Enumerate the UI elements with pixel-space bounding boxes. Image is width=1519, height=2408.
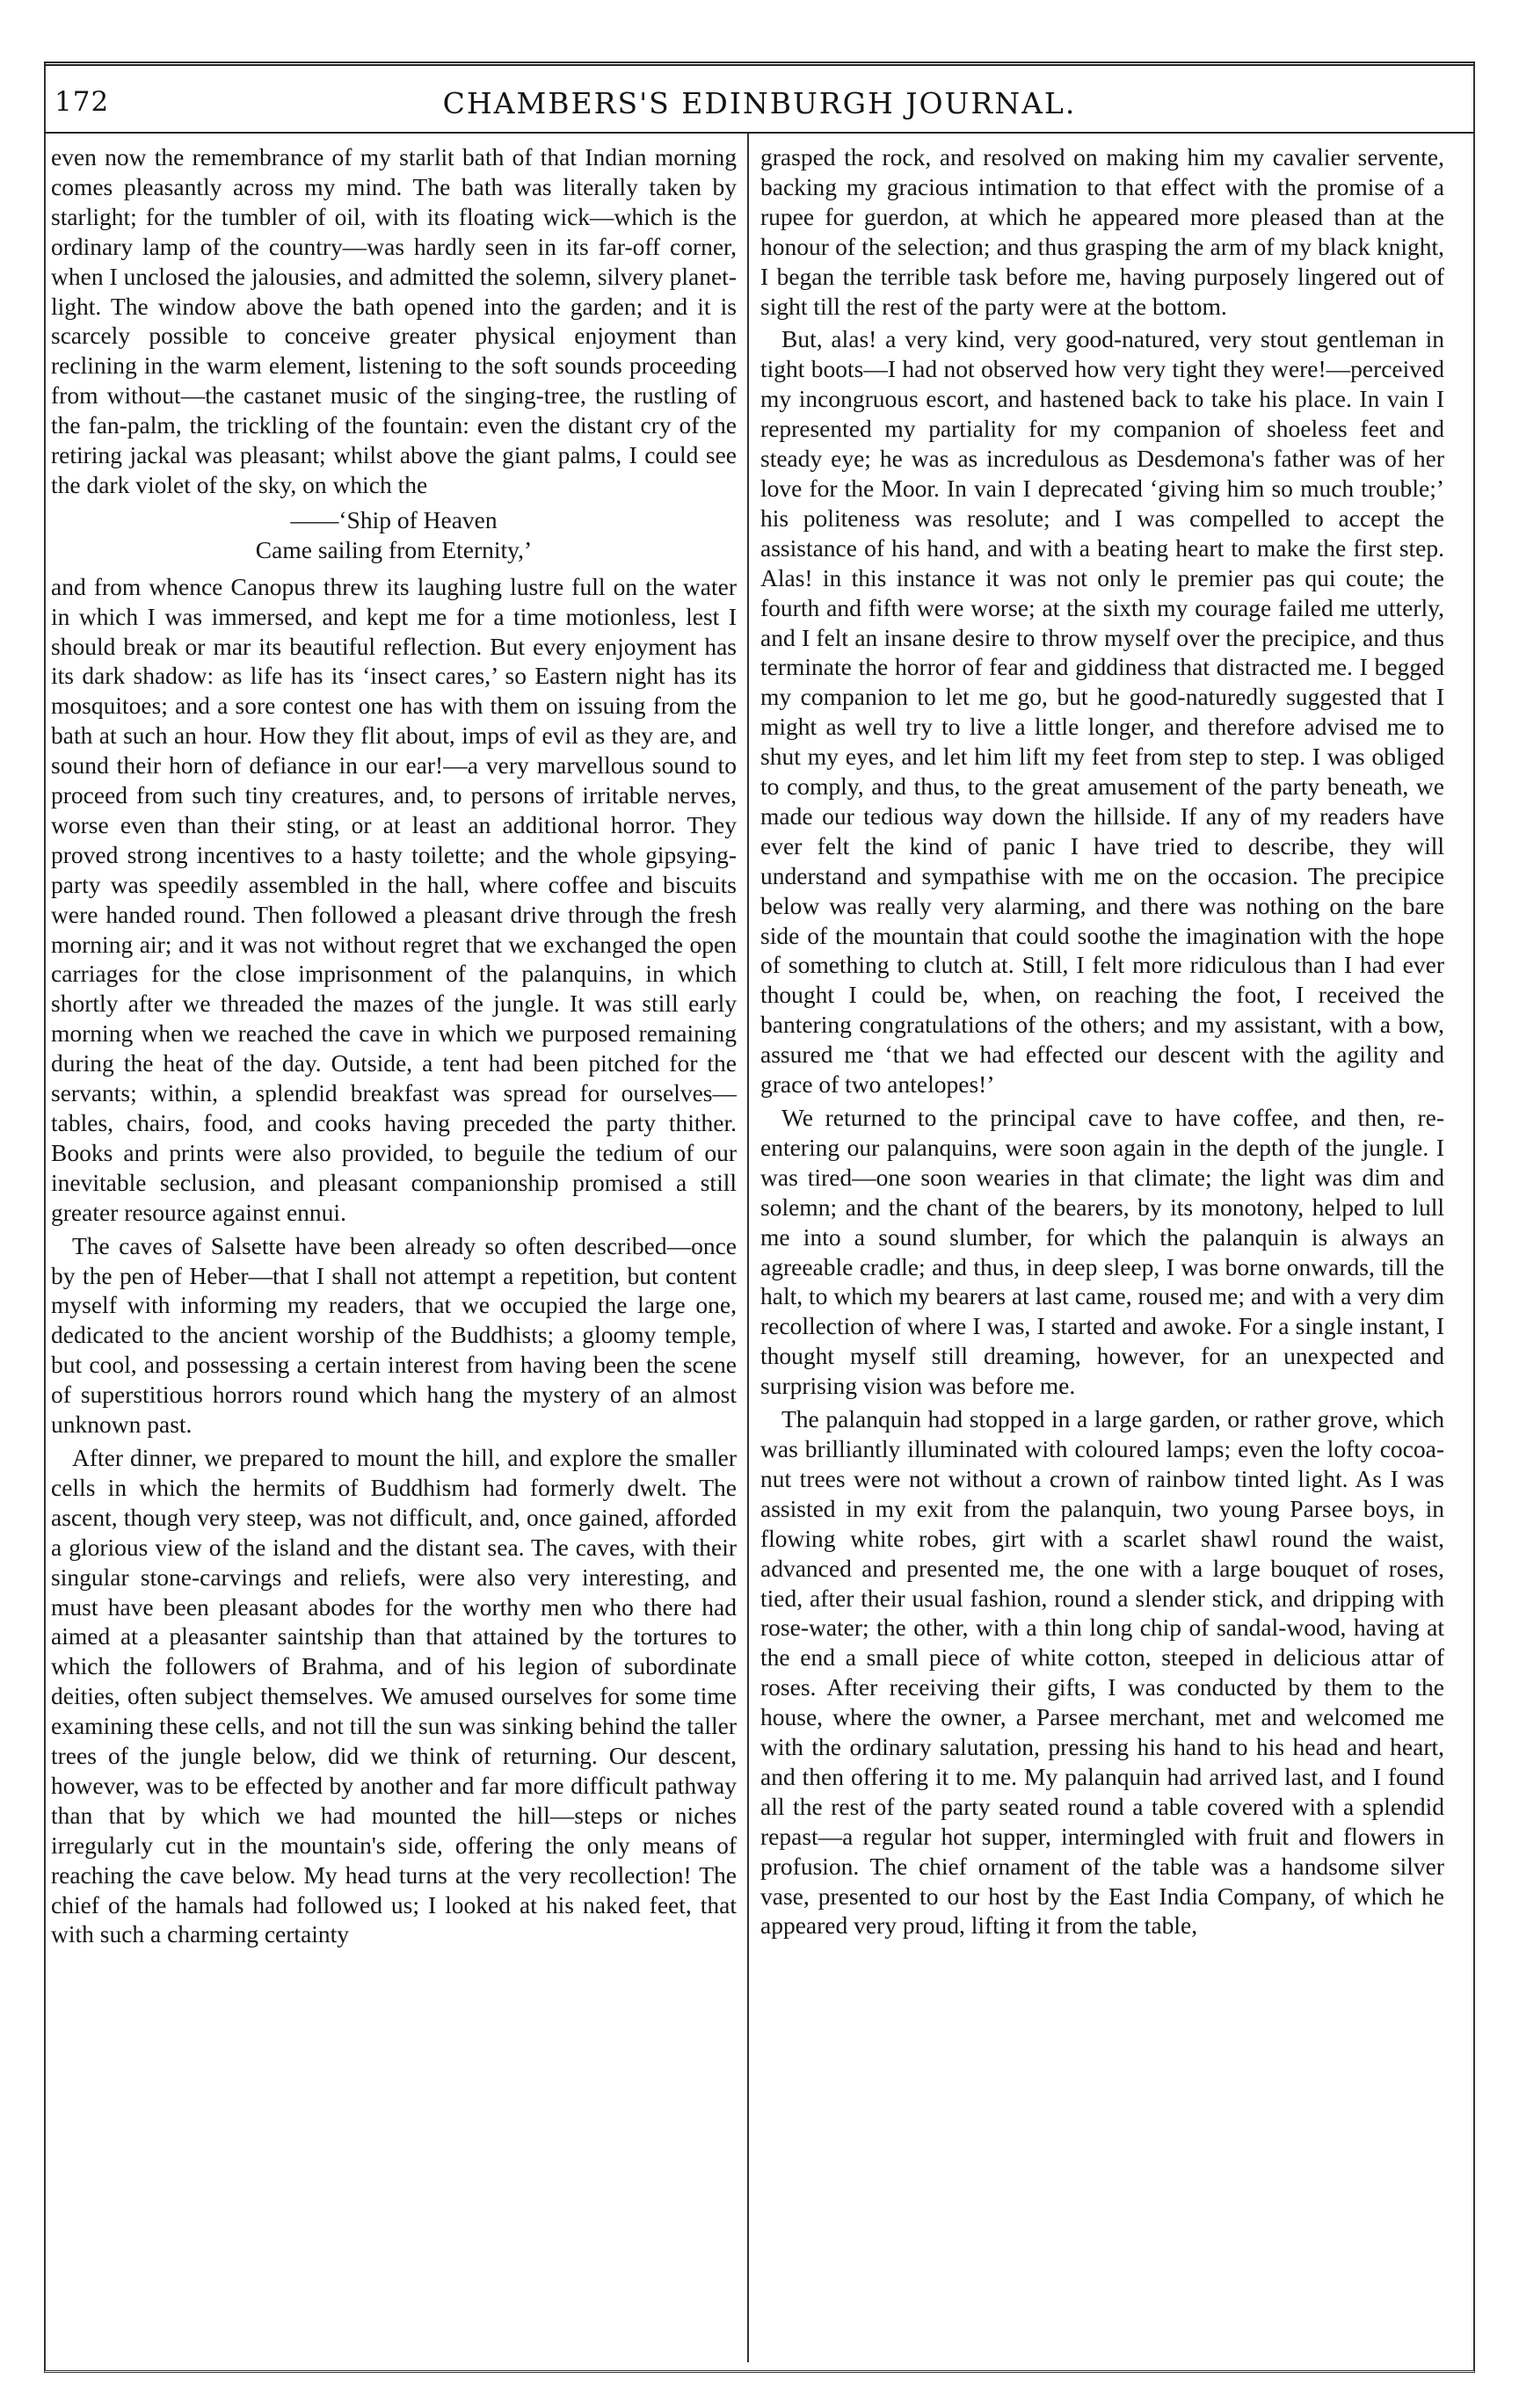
top-rule	[44, 62, 1475, 66]
left-column	[51, 142, 737, 2362]
verse-line-2: Came sailing from Eternity,’	[255, 535, 533, 563]
page-number: 172	[55, 86, 110, 118]
left-paragraph-2: and from whence Canopus threw its laughing lustre full on the water in which I was immersed, and kept me for a time motionless, lest I should break or mar its beautiful reflection. But every enjoyment has its dark shadow: as life has its ‘insect cares,’ so Eastern night has its mosquitoes; and a sore contest one has with them on issuing from the bath at such an hour. How they flit about, imps of evil as they are, and sound their horn of defiance in our ear!—a very marvellous sound to proceed from such tiny creatures, and, to persons of irritable nerves, worse even than their sting, or at least an additional horror. They proved strong incentives to a hasty toilette; and the whole gipsying-party was speedily assembled in the hall, where coffee and biscuits were handed round. Then followed a pleasant drive through the fresh morning air; and it was not without regret that we exchanged the open carriages for the close imprisonment of the palanquins, in which shortly after we threaded the mazes of the jungle. It was still early morning when we reached the cave in which we purposed remaining during the heat of the day. Outside, a tent had been pitched for the servants; within, a splendid breakfast was spread for ourselves—tables, chairs, food, and cooks having preceded the party thither. Books and prints were also provided, to beguile the tedium of our inevitable seclusion, and pleasant companionship promised a still greater resource against ennui.	[51, 572, 737, 1226]
header-rule	[44, 132, 1475, 134]
right-paragraph-2: But, alas! a very kind, very good-natured, very stout gentleman in tight boots—I had not observed how very tight they were!—perceived my incongruous escort, and hastened back to take his place. In vain I represented my partiality for my companion of shoeless feet and steady eye; he was as incredulous as Desdemona's father was of her love for the Moor. In vain I deprecated ‘giving him so much trouble;’ his politeness was resolute; and I was compelled to accept the assistance of his hand, and with a beating heart to make the first step. Alas! in this instance it was not only le premier pas qui coute; the fourth and fifth were worse; at the sixth my courage failed me utterly, and I felt an insane desire to throw myself over the precipice, and thus terminate the horror of fear and giddiness that distracted me. I begged my companion to let me go, but he good-naturedly suggested that I might as well try to live a little longer, and therefore advised me to shut my eyes, and let him lift my feet from step to step. I was obliged to comply, and thus, to the great amusement of the party beneath, we made our tedious way down the hillside. If any of my readers have ever felt the kind of panic I have tried to describe, they will understand and sympathise with me on the occasion. The precipice below was really very alarming, and there was nothing on the bare side of the mountain that could soothe the imagination with the hope of something to clutch at. Still, I felt more ridiculous than I had ever thought I could be, when, on reaching the foot, I received the bantering congratulations of the others; and my assistant, with a bow, assured me ‘that we had effected our descent with the agility and grace of two antelopes!’	[760, 325, 1444, 1099]
right-paragraph-3: We returned to the principal cave to have coffee, and then, re-entering our palanquins, were soon again in the depth of the jungle. I was tired—one soon wearies in that climate; the light was dim and solemn; and the chant of the bearers, by its monotony, helped to lull me into a sound slumber, for which the palanquin is always an agreeable cradle; and thus, in deep sleep, I was borne onwards, till the halt, to which my bearers at last came, roused me; and with a very dim recollection of where I was, I started and awoke. For a single instant, I thought myself still dreaming, however, for an unexpected and surprising vision was before me.	[760, 1104, 1444, 1400]
page-header	[44, 81, 1475, 134]
left-paragraph-4: After dinner, we prepared to mount the hill, and explore the smaller cells in which the hermits of Buddhism had formerly dwelt. The ascent, though very steep, was not difficult, and, once gained, afforded a glorious view of the island and the distant sea. The caves, with their singular stone-carvings and reliefs, were also very interesting, and must have been pleasant abodes for the worthy men who there had aimed at a pleasanter saintship than that attained by the tortures to which the followers of Brahma, and of his legion of subordinate deities, often subject themselves. We amused ourselves for some time examining these cells, and not till the sun was sinking behind the taller trees of the jungle below, did we think of returning. Our descent, however, was to be effected by another and far more difficult pathway than that by which we had mounted the hill—steps or niches irregularly cut in the mountain's side, offering the only means of reaching the cave below. My head turns at the very recollection! The chief of the hamals had followed us; I looked at his naked feet, that with such a charming certainty	[51, 1443, 737, 1948]
left-paragraph-3: The caves of Salsette have been already so often described—once by the pen of Heber—that I shall not attempt a repetition, but content myself with informing my readers, that we occupied the large one, dedicated to the ancient worship of the Buddhists; a gloomy temple, but cool, and possessing a certain interest from having been the scene of superstitious horrors round which hang the mystery of an almost unknown past.	[51, 1231, 737, 1439]
column-divider	[747, 134, 749, 2362]
left-paragraph-1: even now the remembrance of my starlit bath of that Indian morning comes pleasantly across my mind. The bath was literally taken by starlight; for the tumbler of oil, with its floating wick—which is the ordinary lamp of the country—was hardly seen in its far-off corner, when I unclosed the jalousies, and admitted the solemn, silvery planet-light. The window above the bath opened into the garden; and it is scarcely possible to conceive greater physical enjoyment than reclining in the warm element, listening to the soft sounds proceeding from without—the castanet music of the singing-tree, the rustling of the fan-palm, the trickling of the fountain: even the distant cry of the retiring jackal was pleasant; whilst above the giant palms, I could see the dark violet of the sky, on which the	[51, 143, 737, 498]
verse-quote	[51, 505, 737, 565]
verse-line-1: ——‘Ship of Heaven	[290, 505, 498, 533]
right-paragraph-1: grasped the rock, and resolved on making him my cavalier servente, backing my gracious intimation to that effect with the promise of a rupee for guerdon, at which he appeared more pleased than at the honour of the selection; and thus grasping the arm of my black knight, I began the terrible task before me, having purposely lingered out of sight till the rest of the party were at the bottom.	[760, 143, 1444, 320]
right-column	[760, 142, 1444, 2362]
right-paragraph-4: The palanquin had stopped in a large garden, or rather grove, which was brilliantly illuminated with coloured lamps; even the lofty cocoa-nut trees were not without a crown of rainbow tinted light. As I was assisted in my exit from the palanquin, two young Parsee boys, in flowing white robes, girt with a scarlet shawl round the waist, advanced and presented me, the one with a large bouquet of roses, tied, after their usual fashion, round a slender stick, and dripping with rose-water; the other, with a thin long chip of sandal-wood, having at the end a small piece of white cotton, steeped in delicious attar of roses. After receiving their gifts, I was conducted by them to the house, where the owner, a Parsee merchant, met and welcomed me with the ordinary salutation, pressing his hand to his head and heart, and then offering it to me. My palanquin had arrived last, and I found all the rest of the party seated round a table covered with a splendid repast—a regular hot supper, intermingled with fruit and flowers in profusion. The chief ornament of the table was a handsome silver vase, presented to our host by the East India Company, of which he appeared very proud, lifting it from the table,	[760, 1405, 1444, 1940]
journal-title: CHAMBERS'S EDINBURGH JOURNAL.	[442, 86, 1077, 120]
